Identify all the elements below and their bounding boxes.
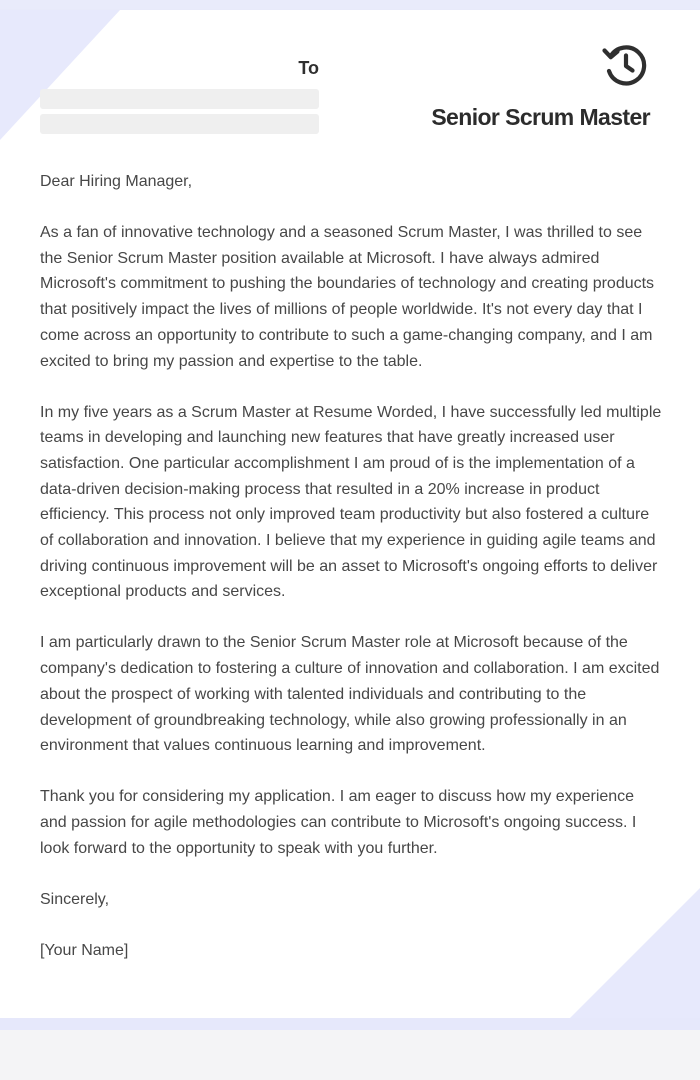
job-title-heading: Senior Scrum Master xyxy=(431,104,650,130)
letter-paragraph: As a fan of innovative technology and a seasoned Scrum Master, I was thrilled to see the Senior Scrum Master position available at Microsoft. I have always admired Microsoft's commitment to pushing the boundaries of technology and creating products that positively impact the lives of millions of people worldwide. It's not every day that I come across an opportunity to contribute to such a game-changing company, and I am excited to bring my passion and expertise to the table. xyxy=(40,224,655,370)
decorative-bottom-strip xyxy=(0,1018,700,1030)
letter-paragraph: In my five years as a Scrum Master at Resume Worded, I have successfully led multiple teams in developing and launching new features that have greatly increased user satisfaction. One particular accomplishment I am proud of is the implementation of a data-driven decision-making process that resulted in a 20% increase in product efficiency. This process not only improved team productivity but also fostered a culture of collaboration and innovation. I believe that my experience in guiding agile teams and driving continuous improvement will be an asset to Microsoft's ongoing efforts to deliver exceptional products and services. xyxy=(40,403,662,601)
history-clock-icon xyxy=(602,42,648,88)
letter-paragraph: I am particularly drawn to the Senior Scrum Master role at Microsoft because of the company's dedication to fostering a culture of innovation and collaboration. I am excited about the prospect of working with talented individuals and contributing to the development of groundbreaking technology, while also growing professionally in an environment that values continuous learning and improvement. xyxy=(40,634,660,755)
recipient-address-placeholder-line-1 xyxy=(40,89,319,109)
letter-salutation: Dear Hiring Manager, xyxy=(40,173,193,190)
letter-paragraph: Thank you for considering my application. I am eager to discuss how my experience and passion for agile methodologies can contribute to Microsoft's ongoing success. I look forward to the opportunity to speak with you further. xyxy=(40,788,637,857)
letter-closing: Sincerely, xyxy=(40,890,110,908)
recipient-to-label: To xyxy=(298,58,319,78)
top-band xyxy=(0,0,700,10)
recipient-address-placeholder-line-2 xyxy=(40,114,319,134)
letter-signature: [Your Name] xyxy=(40,941,129,959)
letter-body xyxy=(40,169,664,989)
page-footer-area xyxy=(0,1030,700,1080)
